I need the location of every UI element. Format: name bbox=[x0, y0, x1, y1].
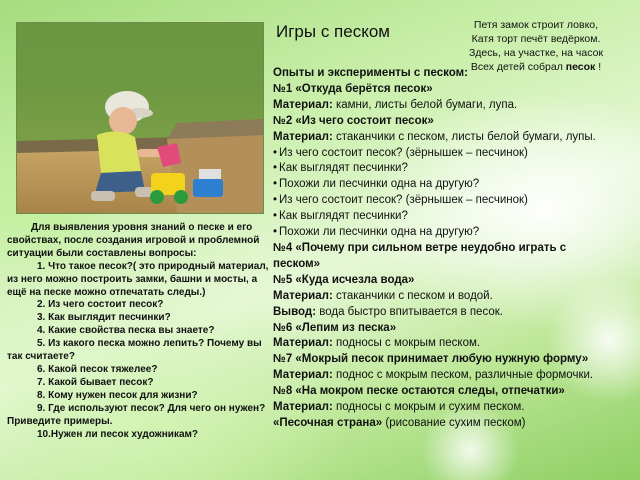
intro-question: 1. Что такое песок?( это природный материал, из него можно построить замки, башни и мосты, а ещё на песке можно отпечатать следы.) bbox=[7, 260, 269, 298]
intro-question: 4. Какие свойства песка вы знаете? bbox=[37, 325, 215, 337]
poem-line: Здесь, на участке, на часок bbox=[468, 47, 604, 59]
experiment-row: Опыты и эксперименты с песком: bbox=[273, 67, 468, 79]
experiment-row: №2 «Из чего состоит песок» bbox=[273, 114, 434, 127]
intro-question: 8. Кому нужен песок для жизни? bbox=[37, 389, 198, 401]
intro-question: 9. Где используют песок? Для чего он нужен? Приведите примеры. bbox=[7, 402, 266, 427]
experiment-row: №7 «Мокрый песок принимает любую нужную форму» bbox=[273, 353, 589, 366]
experiment-row: №4 «Почему при сильном ветре неудобно играть с bbox=[273, 241, 567, 254]
intro-question: 5. Из какого песка можно лепить? Почему вы так считаете? bbox=[7, 338, 262, 363]
poem-last-suffix: ! bbox=[595, 61, 602, 73]
poem-line: Катя торт печёт ведёрком. bbox=[471, 33, 601, 45]
experiment-row: Материал: стаканчики с песком и водой. bbox=[273, 289, 493, 302]
poem-last-prefix: Всех детей собрал bbox=[470, 61, 566, 73]
intro-question: 2. Из чего состоит песок? bbox=[37, 299, 164, 311]
intro-question: 3. Как выглядит песчинки? bbox=[37, 312, 171, 324]
poem-line: Петя замок строит ловко, bbox=[473, 19, 599, 31]
experiment-row: Материал: подносы с мокрым песком. bbox=[273, 337, 481, 350]
question-bullet: • Похожи ли песчинки одна на другую? bbox=[273, 177, 633, 193]
experiment-row: №5 «Куда исчезла вода» bbox=[273, 273, 415, 286]
intro-question: 7. Какой бывает песок? bbox=[37, 376, 154, 388]
experiment-row: №8 «На мокром песке остаются следы, отпечатки» bbox=[273, 385, 565, 398]
intro-questions bbox=[7, 222, 271, 441]
experiments-list bbox=[273, 66, 633, 432]
question-bullet: • Как выглядят песчинки? bbox=[273, 161, 633, 177]
experiment-row: Материал: камни, листы белой бумаги, лупа. bbox=[273, 98, 518, 111]
experiment-row: Материал: стаканчики с песком, листы белой бумаги, лупы. bbox=[273, 130, 596, 143]
experiment-row: №6 «Лепим из песка» bbox=[273, 321, 397, 334]
experiment-row: Материал: подносы с мокрым и сухим песком. bbox=[273, 401, 525, 414]
poem-highlight: песок bbox=[565, 61, 596, 73]
child-in-sandbox-photo bbox=[16, 22, 264, 214]
intro-question: 10.Нужен ли песок художникам? bbox=[37, 428, 199, 440]
question-bullet: • Как выглядят песчинки? bbox=[273, 209, 633, 225]
intro-question: 6. Какой песок тяжелее? bbox=[37, 363, 158, 375]
intro-paragraph: Для выявления уровня знаний о песке и его свойствах, после создания игровой и проблемной ситуации были составлены вопросы: bbox=[7, 222, 260, 259]
experiment-row: «Песочная страна» (рисование сухим песком) bbox=[273, 416, 526, 429]
question-bullet: • Похожи ли песчинки одна на другую? bbox=[273, 225, 633, 241]
experiment-row: песком» bbox=[273, 257, 320, 270]
experiment-row: №1 «Откуда берётся песок» bbox=[273, 82, 433, 95]
experiment-row: Вывод: вода быстро впитывается в песок. bbox=[273, 305, 503, 318]
question-bullet: • Из чего состоит песок? (зёрнышек – песчинок) bbox=[273, 146, 633, 162]
page-title: Игры с песком bbox=[276, 22, 390, 41]
question-bullet: • Из чего состоит песок? (зёрнышек – песчинок) bbox=[273, 193, 633, 209]
experiment-row: Материал: поднос с мокрым песком, различные формочки. bbox=[273, 369, 594, 382]
